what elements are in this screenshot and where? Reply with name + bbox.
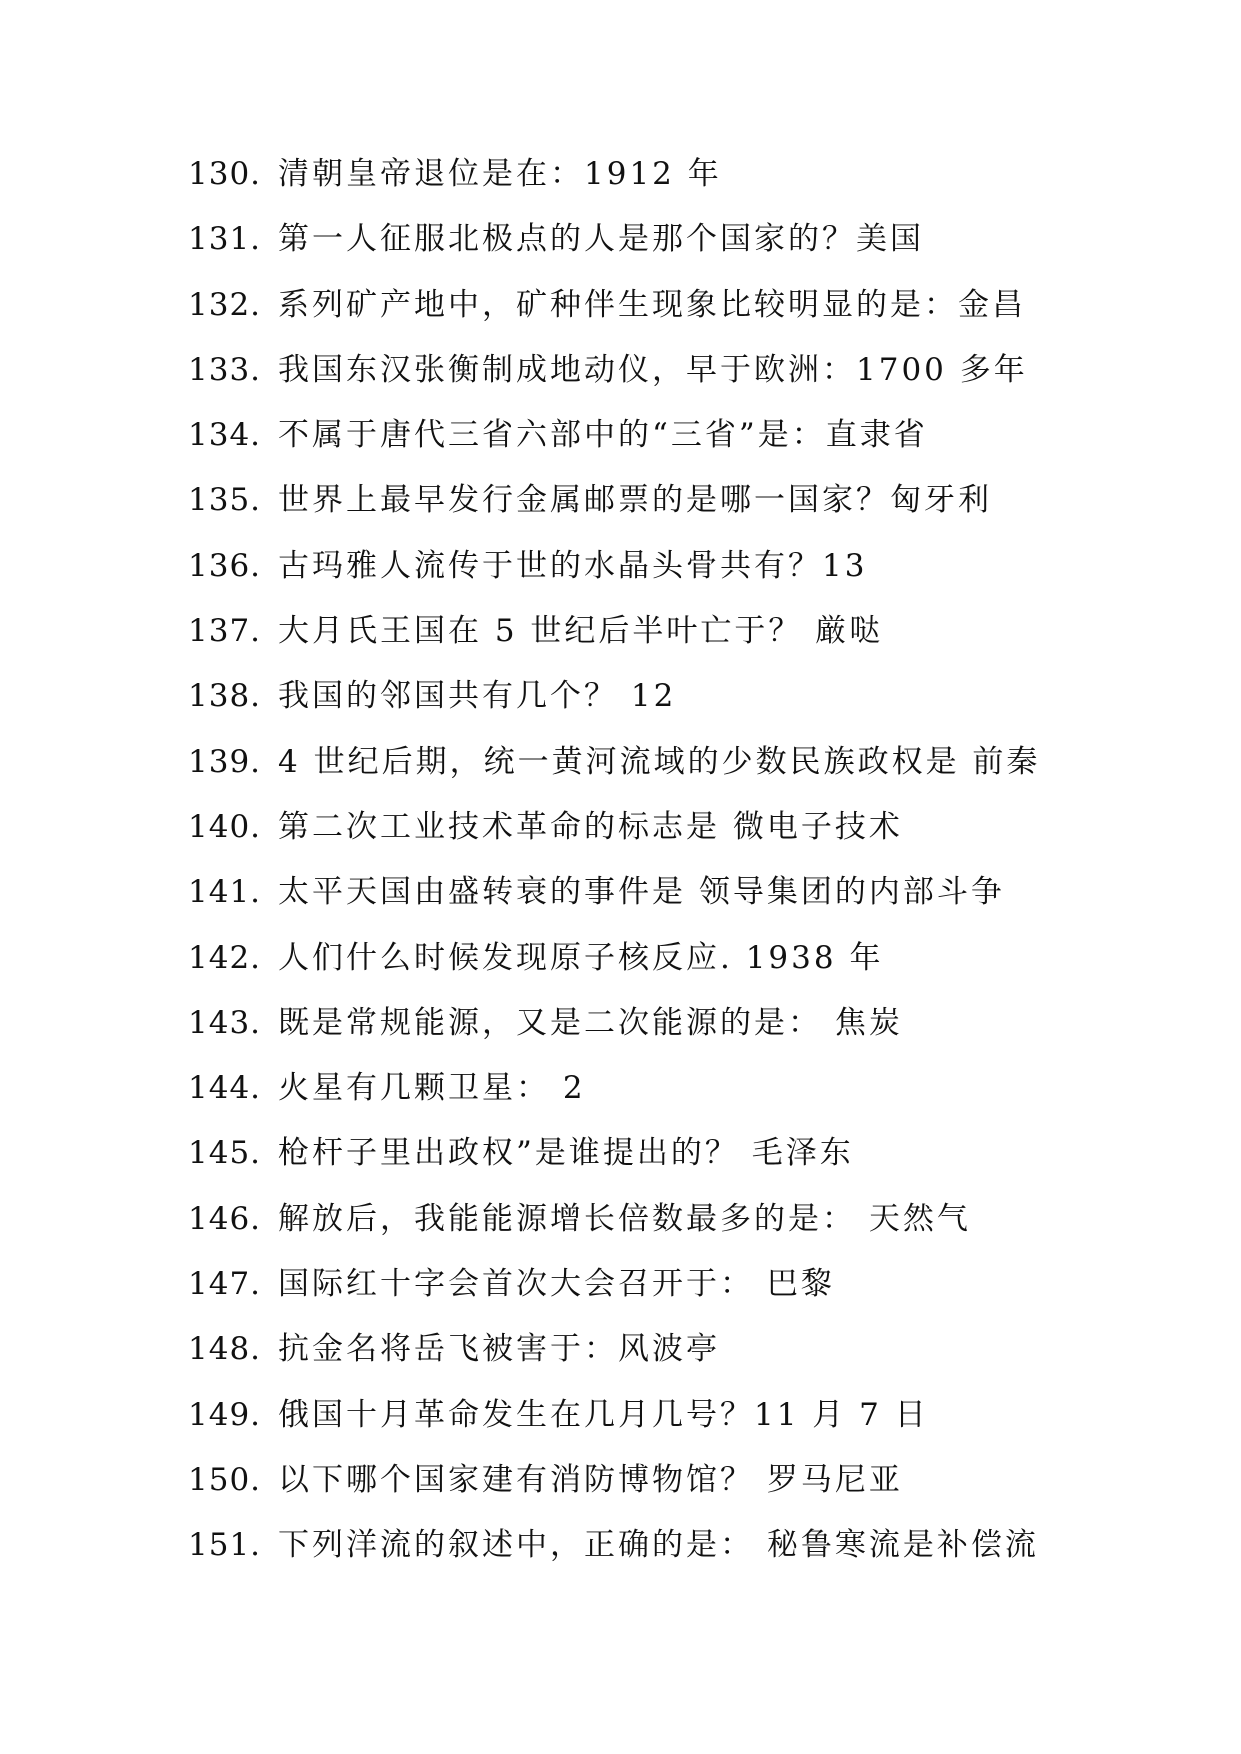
item-text: 以下哪个国家建有消防博物馆？ 罗马尼亚 bbox=[278, 1461, 903, 1498]
item-number: 135. bbox=[188, 482, 262, 519]
item-number: 149. bbox=[188, 1396, 262, 1433]
list-item bbox=[188, 480, 1040, 545]
item-text: 清朝皇帝退位是在：1912 年 bbox=[278, 156, 722, 192]
list-item bbox=[188, 1003, 1040, 1068]
list-item bbox=[188, 1460, 1040, 1525]
item-number: 134. bbox=[188, 417, 262, 454]
list-item bbox=[188, 1133, 1040, 1198]
item-number: 150. bbox=[188, 1461, 262, 1498]
item-text: 不属于唐代三省六部中的“三省”是：直隶省 bbox=[278, 417, 928, 454]
item-number: 137. bbox=[188, 613, 262, 650]
item-text: 我国东汉张衡制成地动仪，早于欧洲：1700 多年 bbox=[278, 351, 1028, 388]
item-number: 130. bbox=[188, 156, 262, 192]
item-text: 枪杆子里出政权”是谁提出的？ 毛泽东 bbox=[278, 1135, 854, 1172]
item-number: 141. bbox=[188, 874, 262, 911]
item-text: 大月氏王国在 5 世纪后半叶亡于？ 厳哒 bbox=[278, 613, 884, 650]
item-number: 133. bbox=[188, 351, 262, 388]
item-text: 古玛雅人流传于世的水晶头骨共有？13 bbox=[278, 547, 868, 584]
item-number: 138. bbox=[188, 678, 262, 715]
list-item bbox=[188, 872, 1040, 937]
item-text: 人们什么时候发现原子核反应. 1938 年 bbox=[278, 939, 884, 976]
list-item bbox=[188, 415, 1040, 480]
list-item bbox=[188, 1395, 1040, 1460]
list-item bbox=[188, 807, 1040, 872]
list-item bbox=[188, 546, 1040, 611]
item-text: 既是常规能源，又是二次能源的是： 焦炭 bbox=[278, 1004, 903, 1041]
item-text: 抗金名将岳飞被害于：风波亭 bbox=[278, 1331, 720, 1368]
item-text: 世界上最早发行金属邮票的是哪一国家？匈牙利 bbox=[278, 482, 992, 519]
list-item bbox=[188, 350, 1040, 415]
list-item bbox=[188, 1068, 1040, 1133]
item-number: 144. bbox=[188, 1070, 262, 1107]
item-text: 太平天国由盛转衰的事件是 领导集团的内部斗争 bbox=[278, 874, 1005, 911]
item-number: 136. bbox=[188, 547, 262, 584]
list-item bbox=[188, 742, 1040, 807]
item-number: 142. bbox=[188, 939, 262, 976]
list-item bbox=[188, 154, 1040, 219]
item-text: 下列洋流的叙述中，正确的是： 秘鲁寒流是补偿流 bbox=[278, 1527, 1039, 1564]
item-number: 131. bbox=[188, 221, 262, 258]
list-item bbox=[188, 219, 1040, 284]
list-item bbox=[188, 938, 1040, 1003]
item-number: 146. bbox=[188, 1200, 262, 1237]
item-number: 132. bbox=[188, 286, 262, 323]
item-text: 火星有几颗卫星： 2 bbox=[278, 1070, 586, 1107]
item-number: 147. bbox=[188, 1266, 262, 1303]
item-text: 我国的邻国共有几个？ 12 bbox=[278, 678, 677, 715]
list-item bbox=[188, 676, 1040, 741]
item-text: 第一人征服北极点的人是那个国家的？美国 bbox=[278, 221, 924, 258]
item-text: 4 世纪后期，统一黄河流域的少数民族政权是 前秦 bbox=[278, 743, 1041, 780]
list-item bbox=[188, 1199, 1040, 1264]
item-number: 148. bbox=[188, 1331, 262, 1368]
item-text: 系列矿产地中，矿种伴生现象比较明显的是：金昌 bbox=[278, 286, 1026, 323]
list-item bbox=[188, 285, 1040, 350]
item-text: 俄国十月革命发生在几月几号？11 月 7 日 bbox=[278, 1396, 929, 1433]
item-number: 143. bbox=[188, 1004, 262, 1041]
question-answer-list bbox=[188, 154, 1040, 1591]
item-text: 第二次工业技术革命的标志是 微电子技术 bbox=[278, 808, 903, 845]
item-text: 解放后，我能能源增长倍数最多的是： 天然气 bbox=[278, 1200, 971, 1237]
list-item bbox=[188, 1525, 1040, 1590]
list-item bbox=[188, 611, 1040, 676]
list-item bbox=[188, 1264, 1040, 1329]
item-text: 国际红十字会首次大会召开于： 巴黎 bbox=[278, 1266, 835, 1303]
item-number: 139. bbox=[188, 743, 262, 780]
item-number: 151. bbox=[188, 1527, 262, 1564]
list-item bbox=[188, 1329, 1040, 1394]
item-number: 140. bbox=[188, 808, 262, 845]
item-number: 145. bbox=[188, 1135, 262, 1172]
